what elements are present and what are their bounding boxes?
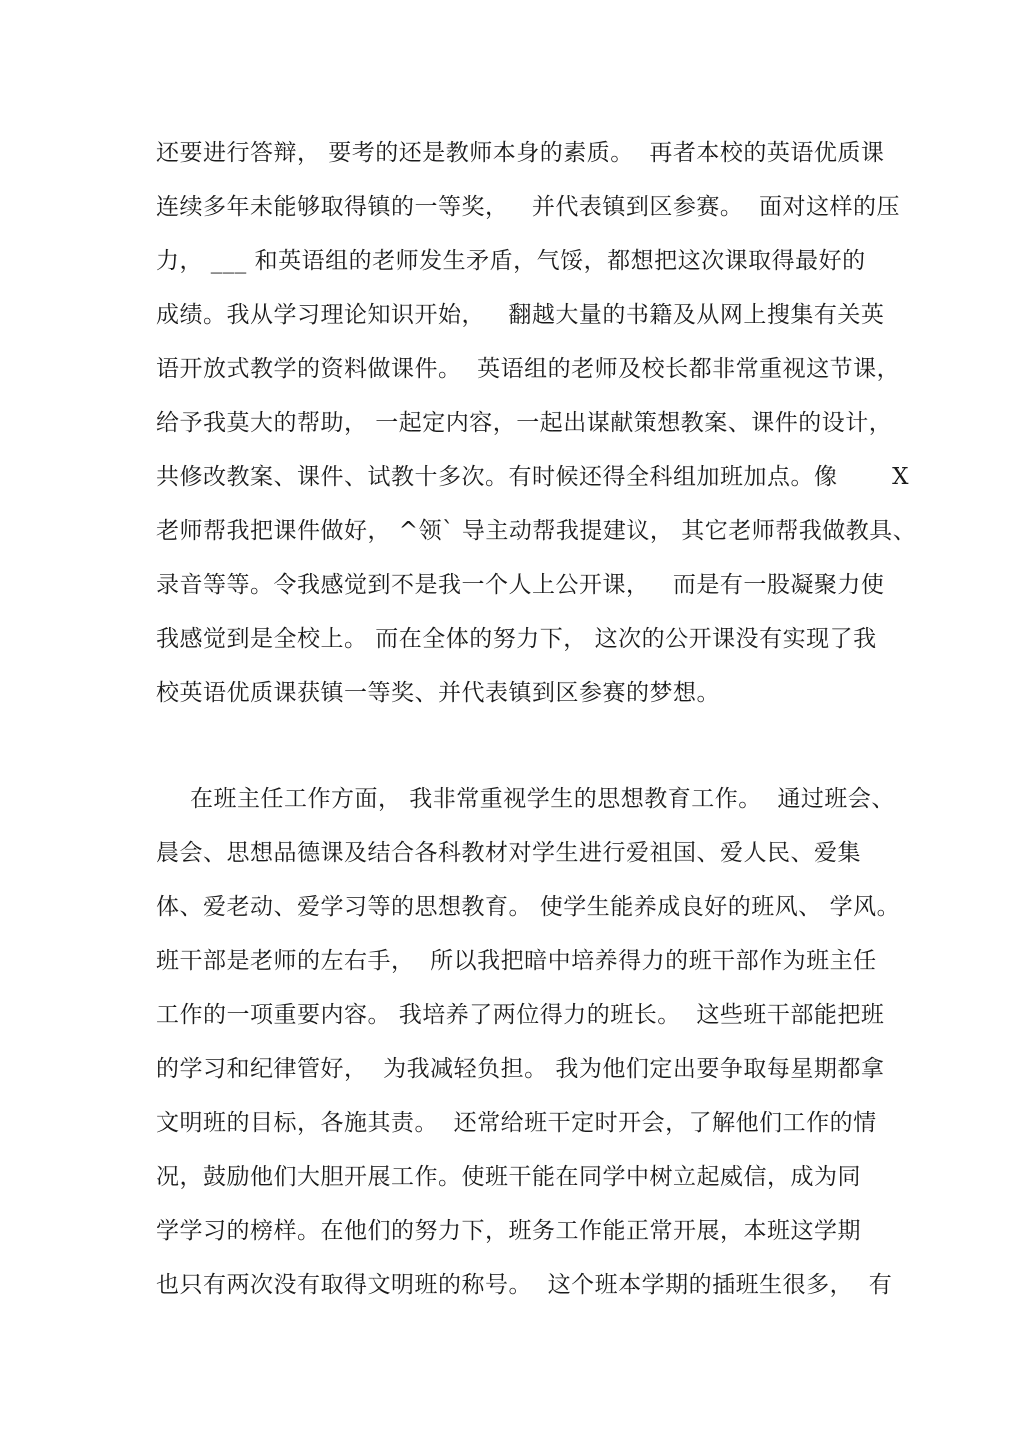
paragraph-1-line-9: 录音等等。令我感觉到不是我一个人上公开课， 而是有一股凝聚力使 xyxy=(156,572,885,598)
paragraph-2-line-5: 工作的一项重要内容。 我培养了两位得力的班长。 这些班干部能把班 xyxy=(156,1002,885,1028)
paragraph-1-line-10: 我感觉到是全校上。 而在全体的努力下， 这次的公开课没有实现了我 xyxy=(156,626,877,652)
paragraph-1-line-3: 力， ___ 和英语组的老师发生矛盾，气馁，都想把这次课取得最好的 xyxy=(156,248,866,274)
paragraph-2-line-8: 况，鼓励他们大胆开展工作。使班干能在同学中树立起威信，成为同 xyxy=(156,1164,861,1190)
paragraph-1-line-11: 校英语优质课获镇一等奖、并代表镇到区参赛的梦想。 xyxy=(156,680,720,706)
paragraph-1-line-8: 老师帮我把课件做好， ^领` 导主动帮我提建议， 其它老师帮我做教具、 xyxy=(156,518,917,544)
paragraph-2-line-4: 班干部是老师的左右手， 所以我把暗中培养得力的班干部作为班主任 xyxy=(156,948,877,974)
paragraph-1-line-7: 共修改教案、课件、试教十多次。有时候还得全科组加班加点。像 X xyxy=(156,464,910,490)
paragraph-1-line-5: 语开放式教学的资料做课件。 英语组的老师及校长都非常重视这节课， xyxy=(156,356,901,382)
paragraph-2-line-7: 文明班的目标，各施其责。 还常给班干定时开会，了解他们工作的情 xyxy=(156,1110,877,1136)
paragraph-2-line-10: 也只有两次没有取得文明班的称号。 这个班本学期的插班生很多， 有 xyxy=(156,1272,893,1298)
paragraph-1-line-1: 还要进行答辩， 要考的还是教师本身的素质。 再者本校的英语优质课 xyxy=(156,140,885,166)
paragraph-2-line-6: 的学习和纪律管好， 为我减轻负担。 我为他们定出要争取每星期都拿 xyxy=(156,1056,885,1082)
paragraph-1-line-4: 成绩。我从学习理论知识开始， 翻越大量的书籍及从网上搜集有关英 xyxy=(156,302,885,328)
paragraph-2-line-3: 体、爱老动、爱学习等的思想教育。 使学生能养成良好的班风、 学风。 xyxy=(156,894,901,920)
paragraph-1-line-6: 给予我莫大的帮助， 一起定内容，一起出谋献策想教案、课件的设计， xyxy=(156,410,893,436)
paragraph-2-line-2: 晨会、思想品德课及结合各科教材对学生进行爱祖国、爱人民、爱集 xyxy=(156,840,861,866)
paragraph-1-line-2: 连续多年未能够取得镇的一等奖， 并代表镇到区参赛。 面对这样的压 xyxy=(156,194,901,220)
paragraph-2-line-9: 学学习的榜样。在他们的努力下，班务工作能正常开展，本班这学期 xyxy=(156,1218,861,1244)
paragraph-2-line-1: 在班主任工作方面， 我非常重视学生的思想教育工作。 通过班会、 xyxy=(190,786,895,812)
